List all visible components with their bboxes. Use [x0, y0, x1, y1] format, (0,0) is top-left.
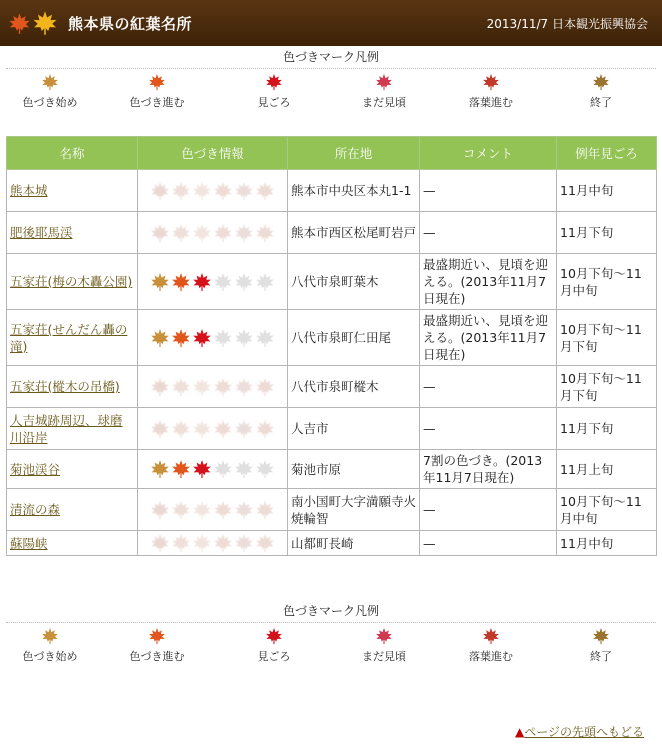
cell-name	[7, 531, 138, 556]
leaf-unreported-icon	[171, 181, 191, 201]
leaf-start-icon	[41, 627, 59, 645]
leaf-progress-icon	[171, 328, 191, 348]
leaf-unreported-icon	[234, 419, 254, 439]
cell-status	[138, 170, 288, 212]
legend-label: まだ見頃	[362, 650, 406, 663]
column-header-name: 名称	[7, 137, 138, 170]
leaf-unreported-icon	[192, 533, 212, 553]
table-header-row	[7, 137, 657, 170]
cell-location: 八代市泉町樅木	[288, 366, 420, 408]
legend-label: 色づき進む	[129, 96, 185, 109]
leaf-unreported-icon	[171, 223, 191, 243]
column-header-comment: コメント	[420, 137, 557, 170]
leaf-peak-icon	[265, 627, 283, 645]
legend-item	[329, 73, 439, 110]
leaf-unreported-icon	[213, 181, 233, 201]
legend-label: まだ見頃	[362, 96, 406, 109]
header-date-source: 2013/11/7 日本観光振興協会	[486, 17, 648, 31]
autumn-spots-table	[6, 136, 657, 556]
legend-label: 終了	[590, 96, 612, 109]
leaf-inactive-icon	[234, 272, 254, 292]
table-row	[7, 254, 657, 310]
cell-status	[138, 254, 288, 310]
leaf-inactive-icon	[234, 328, 254, 348]
back-to-top[interactable]	[515, 723, 644, 740]
spot-link[interactable]: 五家荘(樅木の吊橋)	[10, 379, 120, 394]
legend-top	[6, 48, 656, 117]
legend-item	[436, 73, 546, 110]
leaf-still-peak-icon	[375, 627, 393, 645]
column-header-status: 色づき情報	[138, 137, 288, 170]
cell-usual-peak: 11月上旬	[557, 450, 657, 489]
column-header-usual-peak: 例年見ごろ	[557, 137, 657, 170]
spot-link[interactable]: 清流の森	[10, 502, 61, 517]
table-row	[7, 170, 657, 212]
leaf-unreported-icon	[213, 377, 233, 397]
leaf-progress-icon	[148, 627, 166, 645]
cell-name	[7, 489, 138, 531]
table-row	[7, 310, 657, 366]
table-row	[7, 531, 657, 556]
legend-title: 色づきマーク凡例	[282, 604, 379, 618]
leaf-inactive-icon	[255, 328, 275, 348]
legend-label: 色づき始め	[22, 650, 78, 663]
leaf-falling-icon	[482, 73, 500, 91]
leaf-unreported-icon	[150, 181, 170, 201]
leaf-inactive-icon	[213, 459, 233, 479]
leaf-unreported-icon	[234, 223, 254, 243]
cell-usual-peak: 10月下旬〜11月下旬	[557, 310, 657, 366]
triangle-up-icon: ▲	[515, 725, 525, 739]
leaf-unreported-icon	[234, 500, 254, 520]
leaf-unreported-icon	[192, 500, 212, 520]
leaf-progress-icon	[171, 272, 191, 292]
cell-comment: —	[420, 531, 557, 556]
cell-name	[7, 254, 138, 310]
leaf-inactive-icon	[255, 459, 275, 479]
spot-link[interactable]: 蘇陽峡	[10, 535, 48, 551]
page-title: 熊本県の紅葉名所	[68, 15, 193, 33]
leaf-progress-icon	[171, 459, 191, 479]
leaf-unreported-icon	[234, 377, 254, 397]
legend-bottom	[6, 602, 656, 671]
legend-title: 色づきマーク凡例	[282, 50, 379, 64]
cell-usual-peak: 10月下旬〜11月中旬	[557, 489, 657, 531]
leaf-start-icon	[41, 73, 59, 91]
leaf-unreported-icon	[213, 533, 233, 553]
legend-label: 色づき進む	[129, 650, 185, 663]
cell-name	[7, 170, 138, 212]
cell-comment: 最盛期近い、見頃を迎える。(2013年11月7日現在)	[420, 310, 557, 366]
cell-usual-peak: 11月下旬	[557, 408, 657, 450]
legend-label: 色づき始め	[22, 96, 78, 109]
cell-comment: 最盛期近い、見頃を迎える。(2013年11月7日現在)	[420, 254, 557, 310]
spot-link[interactable]: 五家荘(梅の木轟公園)	[10, 274, 133, 289]
leaf-unreported-icon	[171, 533, 191, 553]
leaf-still-peak-icon	[375, 73, 393, 91]
legend-label: 見ごろ	[257, 96, 291, 109]
legend-item	[329, 627, 439, 664]
table-row	[7, 408, 657, 450]
leaf-unreported-icon	[234, 181, 254, 201]
leaf-unreported-icon	[255, 500, 275, 520]
legend-item	[0, 73, 105, 110]
cell-location: 南小国町大字満願寺火焼輪智	[288, 489, 420, 531]
autumn-leaves-logo-icon	[6, 8, 62, 38]
cell-status	[138, 212, 288, 254]
back-to-top-link[interactable]: ページの先頭へもどる	[524, 725, 644, 739]
leaf-unreported-icon	[171, 377, 191, 397]
cell-comment: —	[420, 366, 557, 408]
cell-name	[7, 212, 138, 254]
leaf-inactive-icon	[234, 459, 254, 479]
leaf-peak-icon	[192, 272, 212, 292]
leaf-unreported-icon	[213, 223, 233, 243]
leaf-unreported-icon	[255, 377, 275, 397]
cell-name	[7, 408, 138, 450]
page-header	[0, 0, 662, 46]
cell-location: 熊本市西区松尾町岩戸	[288, 212, 420, 254]
legend-item	[102, 73, 212, 110]
leaf-start-icon	[150, 328, 170, 348]
legend-label: 見ごろ	[257, 650, 291, 663]
cell-location: 熊本市中央区本丸1-1	[288, 170, 420, 212]
leaf-unreported-icon	[150, 419, 170, 439]
cell-name	[7, 310, 138, 366]
cell-comment: —	[420, 408, 557, 450]
table-row	[7, 212, 657, 254]
leaf-end-icon	[592, 73, 610, 91]
leaf-unreported-icon	[192, 419, 212, 439]
leaf-unreported-icon	[234, 533, 254, 553]
legend-item	[546, 73, 656, 110]
leaf-unreported-icon	[255, 533, 275, 553]
cell-status	[138, 531, 288, 556]
cell-usual-peak: 11月下旬	[557, 212, 657, 254]
cell-name	[7, 450, 138, 489]
legend-item	[546, 627, 656, 664]
leaf-inactive-icon	[255, 272, 275, 292]
leaf-peak-icon	[192, 459, 212, 479]
cell-usual-peak: 10月下旬〜11月下旬	[557, 366, 657, 408]
table-row	[7, 489, 657, 531]
legend-item	[219, 627, 329, 664]
spot-link[interactable]: 五家荘(せんだん轟の滝)	[10, 321, 128, 354]
leaf-peak-icon	[192, 328, 212, 348]
cell-location: 人吉市	[288, 408, 420, 450]
cell-location: 八代市泉町仁田尾	[288, 310, 420, 366]
leaf-start-icon	[150, 272, 170, 292]
leaf-unreported-icon	[255, 419, 275, 439]
leaf-unreported-icon	[255, 181, 275, 201]
table-row	[7, 366, 657, 408]
cell-status	[138, 310, 288, 366]
cell-location: 菊池市原	[288, 450, 420, 489]
leaf-peak-icon	[265, 73, 283, 91]
leaf-start-icon	[150, 459, 170, 479]
leaf-unreported-icon	[150, 377, 170, 397]
leaf-unreported-icon	[213, 500, 233, 520]
leaf-end-icon	[592, 627, 610, 645]
spot-link[interactable]: 肥後耶馬渓	[10, 225, 73, 240]
leaf-unreported-icon	[171, 419, 191, 439]
cell-status	[138, 366, 288, 408]
cell-comment: —	[420, 489, 557, 531]
cell-name	[7, 366, 138, 408]
legend-item	[219, 73, 329, 110]
cell-comment: —	[420, 170, 557, 212]
legend-item	[0, 627, 105, 664]
column-header-location: 所在地	[288, 137, 420, 170]
leaf-unreported-icon	[192, 181, 212, 201]
spot-link[interactable]: 人吉城跡周辺、球磨川沿岸	[10, 412, 123, 445]
leaf-unreported-icon	[150, 500, 170, 520]
leaf-unreported-icon	[150, 223, 170, 243]
cell-status	[138, 489, 288, 531]
legend-label: 終了	[590, 650, 612, 663]
leaf-progress-icon	[148, 73, 166, 91]
leaf-falling-icon	[482, 627, 500, 645]
cell-usual-peak: 11月中旬	[557, 170, 657, 212]
legend-label: 落葉進む	[469, 650, 513, 663]
leaf-unreported-icon	[255, 223, 275, 243]
cell-comment: —	[420, 212, 557, 254]
legend-item	[436, 627, 546, 664]
table-row	[7, 450, 657, 489]
cell-location: 八代市泉町葉木	[288, 254, 420, 310]
leaf-inactive-icon	[213, 272, 233, 292]
spot-link[interactable]: 熊本城	[10, 183, 48, 198]
cell-location: 山都町長崎	[288, 531, 420, 556]
leaf-inactive-icon	[213, 328, 233, 348]
legend-label: 落葉進む	[469, 96, 513, 109]
legend-item	[102, 627, 212, 664]
cell-usual-peak: 10月下旬〜11月中旬	[557, 254, 657, 310]
cell-usual-peak: 11月中旬	[557, 531, 657, 556]
spot-link[interactable]: 菊池渓谷	[10, 461, 61, 477]
leaf-unreported-icon	[213, 419, 233, 439]
cell-comment: 7割の色づき。(2013年11月7日現在)	[420, 450, 557, 489]
leaf-unreported-icon	[150, 533, 170, 553]
leaf-unreported-icon	[192, 223, 212, 243]
leaf-unreported-icon	[171, 500, 191, 520]
leaf-unreported-icon	[192, 377, 212, 397]
cell-status	[138, 450, 288, 489]
cell-status	[138, 408, 288, 450]
